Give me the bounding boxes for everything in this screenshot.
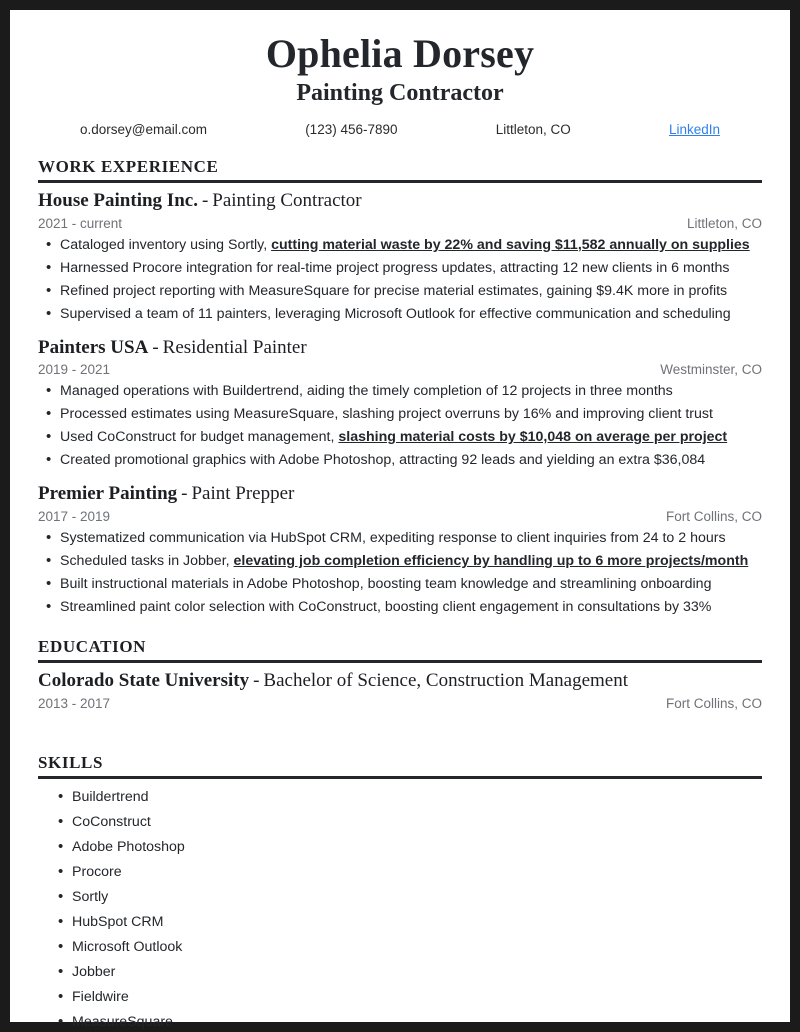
resume-sheet — [10, 10, 790, 1030]
work-bullet — [38, 426, 762, 449]
work-bullet-list — [38, 380, 762, 472]
bullet-text: Processed estimates using MeasureSquare, slashing project overruns by 16% and improving client trust — [60, 406, 713, 423]
work-role: Painting Contractor — [212, 189, 362, 211]
education-org: Colorado State University — [38, 670, 250, 692]
candidate-title: Painting Contractor — [296, 80, 504, 107]
work-bullet — [38, 257, 762, 280]
skill-item: • CoConstruct — [38, 810, 762, 835]
work-bullet-list — [38, 234, 762, 326]
work-bullet — [38, 403, 762, 426]
bullet-text: Used CoConstruct for budget management, — [60, 429, 339, 446]
bullet-highlight: cutting material waste by 22% and saving $11,582 annually on supplies — [271, 236, 750, 253]
bullet-text: Built instructional materials in Adobe Photoshop, boosting team knowledge and streamlining onboarding — [60, 576, 712, 593]
work-bullet — [38, 596, 762, 619]
skill-item: • HubSpot CRM — [38, 910, 762, 935]
section-education — [38, 637, 762, 711]
work-meta — [38, 216, 762, 231]
work-bullet — [38, 280, 762, 303]
bullet-text: Created promotional graphics with Adobe Photoshop, attracting 92 leads and yielding an extra $36,084 — [60, 452, 706, 469]
section-skills — [38, 753, 762, 1032]
bullet-text: Cataloged inventory using Sortly, — [60, 236, 272, 253]
work-dates: 2019 - 2021 — [38, 362, 111, 378]
section-work-experience — [38, 157, 762, 619]
work-separator: - — [201, 189, 209, 211]
work-bullet — [38, 449, 762, 472]
linkedin-link[interactable]: LinkedIn — [668, 121, 720, 137]
work-location: Littleton, CO — [686, 215, 762, 231]
education-entry-heading — [38, 669, 762, 694]
skill-item: • Jobber — [38, 960, 762, 985]
candidate-name: Ophelia Dorsey — [265, 31, 535, 76]
education-degree: Bachelor of Science, Construction Management — [263, 670, 629, 692]
bullet-highlight: slashing material costs by $10,048 on average per project — [338, 429, 728, 446]
bullet-text: Supervised a team of 11 painters, leveraging Microsoft Outlook for effective communication and scheduling — [60, 305, 731, 322]
work-separator: - — [181, 483, 188, 505]
section-heading-skills: SKILLS — [38, 752, 104, 772]
work-role: Residential Painter — [162, 336, 307, 358]
section-heading-work: WORK EXPERIENCE — [38, 156, 219, 176]
resume-header — [38, 32, 762, 137]
education-separator: - — [253, 670, 260, 692]
work-bullet — [38, 234, 762, 257]
education-location: Fort Collins, CO — [665, 695, 762, 711]
skill-item: • Microsoft Outlook — [38, 935, 762, 960]
work-entry-heading — [38, 189, 762, 214]
education-dates: 2013 - 2017 — [38, 695, 111, 711]
work-dates: 2021 - current — [38, 215, 123, 231]
section-rule-work — [38, 180, 762, 183]
bullet-text: Harnessed Procore integration for real-time project progress updates, attracting 12 new clients in 6 months — [60, 259, 730, 276]
section-rule-skills — [38, 776, 762, 779]
work-entry-heading — [38, 482, 762, 507]
work-meta — [38, 362, 762, 377]
skill-item: • MeasureSquare — [38, 1010, 762, 1032]
work-separator: - — [152, 336, 159, 358]
work-org: Painters USA — [38, 336, 149, 358]
bullet-text: Streamlined paint color selection with CoConstruct, boosting client engagement in consultations by 33% — [60, 599, 712, 616]
work-location: Fort Collins, CO — [665, 509, 762, 525]
work-bullet-list — [38, 527, 762, 619]
section-rule-education — [38, 660, 762, 663]
skill-item: • Sortly — [38, 885, 762, 910]
work-entry — [38, 336, 762, 473]
work-location: Westminster, CO — [660, 362, 762, 378]
skill-item: • Adobe Photoshop — [38, 835, 762, 860]
skill-item: • Procore — [38, 860, 762, 885]
work-entry — [38, 482, 762, 619]
education-meta — [38, 696, 762, 711]
work-bullet — [38, 527, 762, 550]
work-bullet — [38, 303, 762, 326]
work-org: Premier Painting — [38, 483, 178, 505]
work-entry-heading — [38, 336, 762, 361]
work-meta — [38, 509, 762, 524]
work-org: House Painting Inc. — [38, 189, 198, 211]
work-dates: 2017 - 2019 — [38, 509, 111, 525]
bullet-text: Scheduled tasks in Jobber, — [60, 553, 234, 570]
contact-phone[interactable]: (123) 456-7890 — [305, 121, 398, 137]
contact-email[interactable]: o.dorsey@email.com — [80, 121, 207, 137]
work-bullet — [38, 380, 762, 403]
skill-item: • Buildertrend — [38, 785, 762, 810]
bullet-text: Systematized communication via HubSpot CRM, expediting response to client inquiries from 24 to 2 hours — [60, 530, 726, 547]
education-entry — [38, 669, 762, 711]
work-role: Paint Prepper — [191, 483, 295, 505]
contact-row — [80, 122, 720, 137]
skills-list — [38, 785, 762, 1032]
bullet-text: Managed operations with Buildertrend, aiding the timely completion of 12 projects in three months — [60, 383, 673, 400]
work-bullet — [38, 573, 762, 596]
skill-item: • Fieldwire — [38, 985, 762, 1010]
contact-location: Littleton, CO — [495, 121, 571, 137]
bullet-text: Refined project reporting with MeasureSquare for precise material estimates, gaining $9.4K more in profits — [60, 282, 728, 299]
work-entry — [38, 189, 762, 326]
work-bullet — [38, 550, 762, 573]
bullet-highlight: elevating job completion efficiency by handling up to 6 more projects/month — [233, 553, 749, 570]
section-heading-education: EDUCATION — [38, 637, 147, 657]
